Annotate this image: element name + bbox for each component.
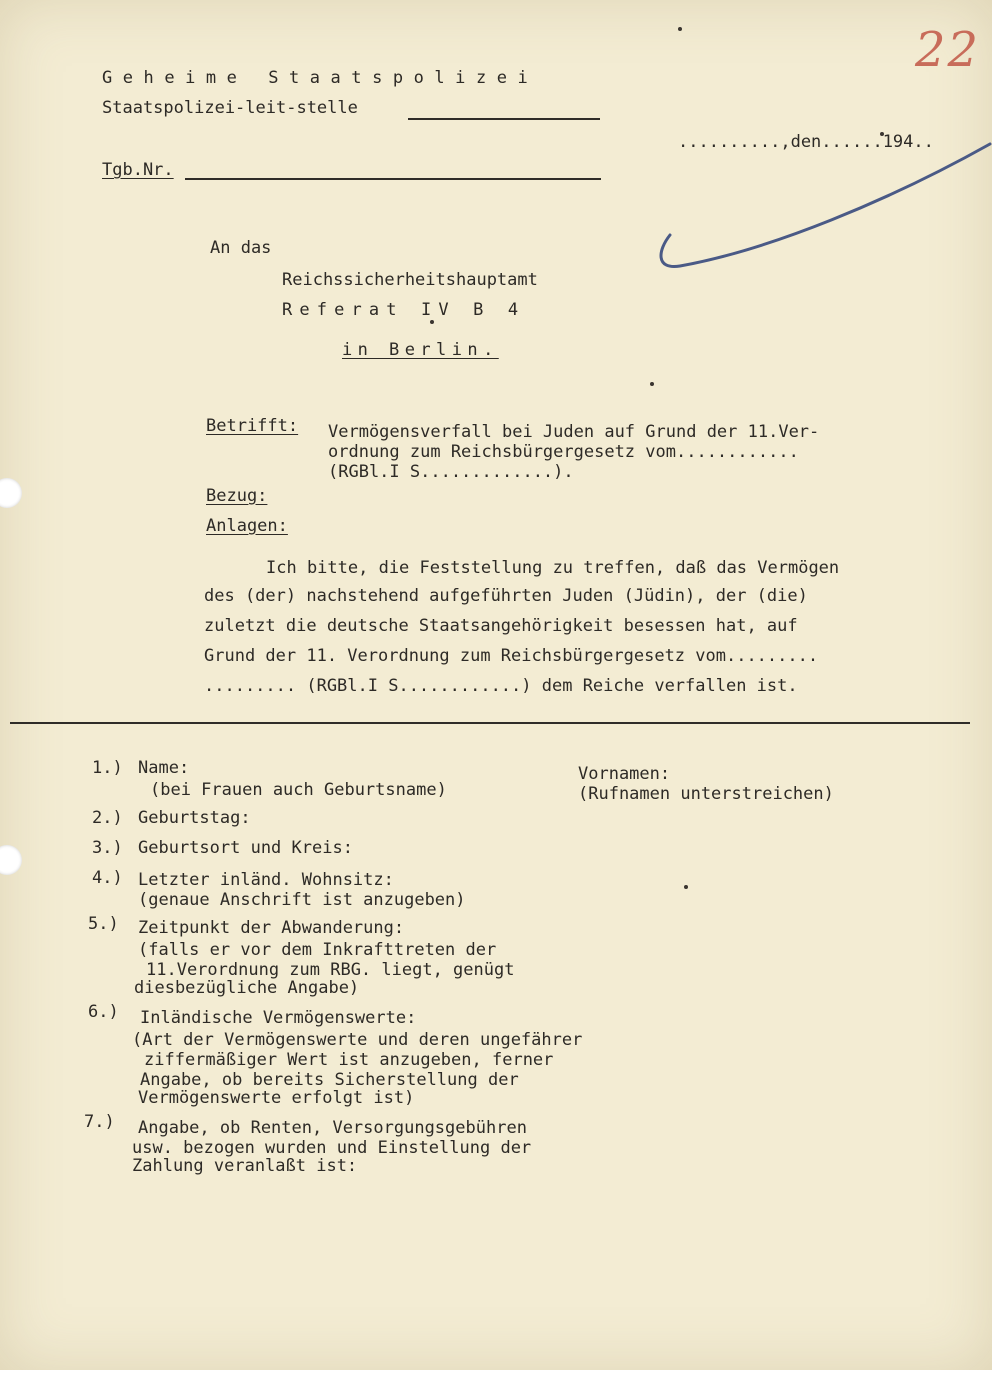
item-3-label: Geburtsort und Kreis:	[138, 838, 353, 858]
section-divider	[10, 722, 970, 724]
item-7-label: Angabe, ob Renten, Versorgungsgebühren	[138, 1118, 527, 1138]
item-6-label: Inländische Vermögenswerte:	[140, 1008, 417, 1028]
page-number: 22	[915, 22, 981, 78]
item-2-number: 2.)	[92, 808, 123, 828]
office-underline	[408, 118, 600, 120]
body-line-5: ......... (RGBl.I S............) dem Reiche verfallen ist.	[204, 676, 798, 696]
subject-line-2: ordnung zum Reichsbürgergesetz vom............	[328, 442, 799, 462]
item-6-note-2: ziffermäßiger Wert ist anzugeben, ferner	[144, 1050, 554, 1070]
address-line-1: An das	[210, 238, 272, 258]
item-5-note-2: 11.Verordnung zum RBG. liegt, genügt	[146, 960, 515, 980]
item-4-number: 4.)	[92, 868, 123, 888]
stray-mark	[684, 885, 688, 889]
journal-underline	[185, 178, 601, 180]
body-line-3: zuletzt die deutsche Staatsangehörigkeit besessen hat, auf	[204, 616, 798, 636]
body-line-2: des (der) nachstehend aufgeführten Juden (Jüdin), der (die)	[204, 586, 808, 606]
first-names-note: (Rufnamen unterstreichen)	[578, 784, 834, 804]
body-line-4: Grund der 11. Verordnung zum Reichsbürgergesetz vom.........	[204, 646, 819, 666]
item-1-number: 1.)	[92, 758, 123, 778]
date-line: ..........,den......194..	[678, 132, 934, 152]
item-1-label: Name:	[138, 758, 190, 778]
stray-mark	[678, 27, 682, 31]
address-line-3: Referat IV B 4	[282, 300, 526, 320]
item-7-number: 7.)	[84, 1112, 115, 1132]
reference-label: Bezug:	[206, 486, 268, 506]
subject-line-3: (RGBl.I S.............).	[328, 462, 574, 482]
item-1-note: (bei Frauen auch Geburtsname)	[150, 780, 447, 800]
item-6-note-3: Angabe, ob bereits Sicherstellung der	[140, 1070, 519, 1090]
item-3-number: 3.)	[92, 838, 123, 858]
agency-name: Geheime Staatspolizei	[102, 68, 539, 88]
item-5-label: Zeitpunkt der Abwanderung:	[138, 918, 405, 938]
office-name: Staatspolizei-leit-stelle	[102, 98, 358, 118]
item-2-label: Geburtstag:	[138, 808, 251, 828]
punch-hole-bottom	[0, 845, 22, 875]
stray-mark	[650, 382, 654, 386]
stray-mark	[430, 320, 434, 324]
item-6-note-4: Vermögenswerte erfolgt ist)	[138, 1088, 415, 1108]
punch-hole-top	[0, 478, 22, 508]
item-4-label: Letzter inländ. Wohnsitz:	[138, 870, 394, 890]
item-5-number: 5.)	[88, 914, 119, 934]
pen-stroke-mark	[650, 140, 992, 280]
address-line-2: Reichssicherheitshauptamt	[282, 270, 538, 290]
item-6-number: 6.)	[88, 1002, 119, 1022]
subject-label: Betrifft:	[206, 416, 299, 436]
attachments-label: Anlagen:	[206, 516, 288, 536]
subject-line-1: Vermögensverfall bei Juden auf Grund der 11.Ver-	[328, 422, 820, 442]
item-5-note-3: diesbezügliche Angabe)	[134, 978, 360, 998]
first-names-label: Vornamen:	[578, 764, 671, 784]
item-6-note-1: (Art der Vermögenswerte und deren ungefährer	[132, 1030, 583, 1050]
item-4-note: (genaue Anschrift ist anzugeben)	[138, 890, 466, 910]
body-line-1: Ich bitte, die Feststellung zu treffen, daß das Vermögen	[266, 558, 840, 578]
journal-number-label: Tgb.Nr.	[102, 160, 174, 180]
address-line-4: in Berlin.	[342, 340, 499, 360]
item-7-note-2: Zahlung veranlaßt ist:	[132, 1156, 358, 1176]
item-5-note-1: (falls er vor dem Inkrafttreten der	[138, 940, 497, 960]
item-7-note-1: usw. bezogen wurden und Einstellung der	[132, 1138, 532, 1158]
